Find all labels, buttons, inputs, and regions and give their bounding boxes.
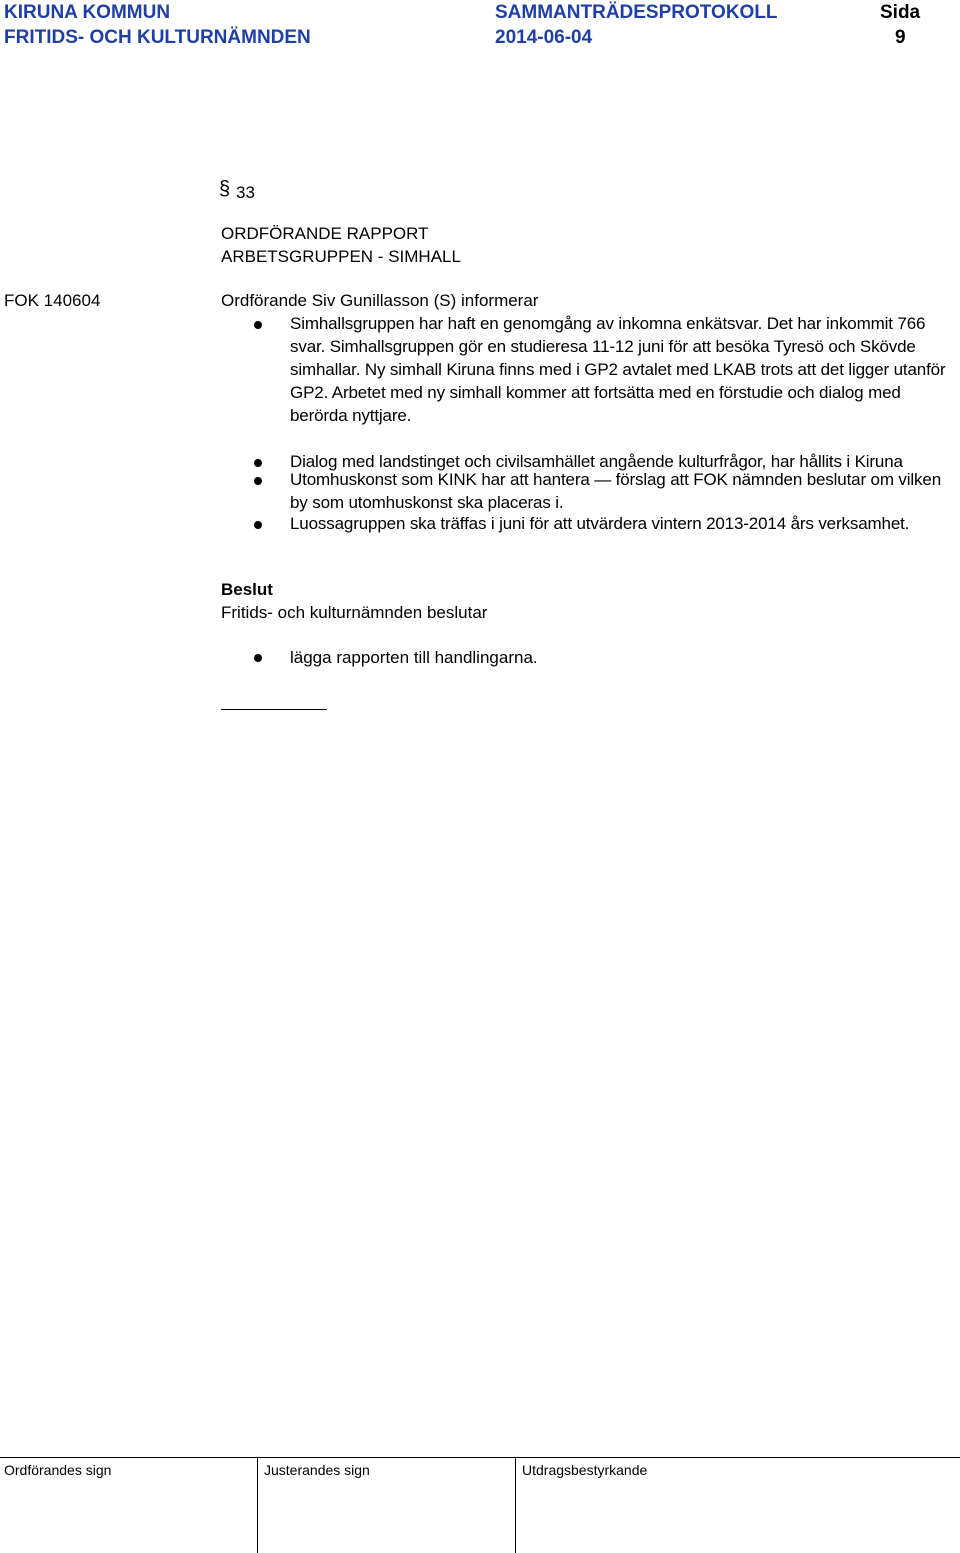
decision-heading: Beslut (221, 580, 273, 599)
intro-text: Ordförande Siv Gunillasson (S) informerar (221, 291, 539, 310)
signature-cell-divider (515, 1457, 516, 1553)
bullet-marker (254, 654, 262, 662)
section-title: ORDFÖRANDE RAPPORT (221, 224, 429, 243)
org-name: KIRUNA KOMMUN (4, 2, 171, 23)
chair-sign-label: Ordförandes sign (4, 1462, 112, 1478)
reference-code: FOK 140604 (4, 291, 101, 310)
decision-item: lägga rapporten till handlingarna. (290, 648, 538, 667)
meeting-date: 2014-06-04 (495, 27, 593, 48)
list-item: Simhallsgruppen har haft en genomgång av inkomna enkätsvar. Det har inkommit 766 svar. Simhallsgruppen gör en studieresa 11-12 juni för att besöka Tyresö och Skövde simhallar. Ny simhall Kiruna finns med i GP2 avtalet med LKAB trots att det ligger utanför GP2. Arbetet med ny simhall kommer att fortsätta med en förstudie och dialog med berörda nyttjare. (290, 314, 946, 425)
decision-text: Fritids- och kulturnämnden beslutar (221, 603, 488, 622)
bullet-marker (254, 477, 262, 485)
bullet-marker (254, 459, 262, 467)
section-divider (221, 709, 327, 710)
list-item: Utomhuskonst som KINK har att hantera — förslag att FOK nämnden beslutar om vilken by som utomhuskonst ska placeras i. (290, 470, 941, 512)
adjuster-sign-label: Justerandes sign (264, 1462, 370, 1478)
committee-name: FRITIDS- OCH KULTURNÄMNDEN (4, 27, 311, 48)
section-subtitle: ARBETSGRUPPEN - SIMHALL (221, 247, 461, 266)
page-number: 9 (895, 27, 906, 48)
page-label: Sida (880, 2, 921, 23)
list-item: Luossagruppen ska träffas i juni för att utvärdera vintern 2013-2014 års verksamhet. (290, 514, 910, 533)
bullet-marker (254, 521, 262, 529)
list-item: Dialog med landstinget och civilsamhället angående kulturfrågor, har hållits i Kiruna (290, 452, 903, 471)
extract-cert-label: Utdragsbestyrkande (522, 1462, 648, 1478)
document-type: SAMMANTRÄDESPROTOKOLL (495, 2, 778, 23)
bullet-marker (254, 321, 262, 329)
section-number: 33 (236, 183, 255, 202)
section-symbol: § (219, 178, 231, 200)
signature-cell-divider (257, 1457, 258, 1553)
signature-table-top-border (0, 1457, 960, 1458)
